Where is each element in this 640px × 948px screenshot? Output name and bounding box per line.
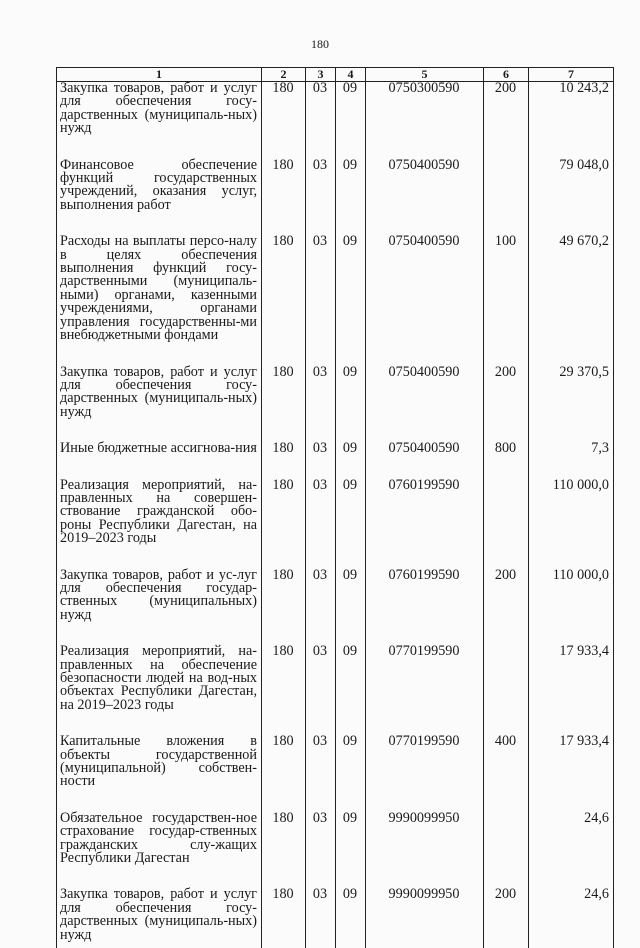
row-pr: 09 xyxy=(336,235,366,365)
row-sum: 17 933,4 xyxy=(529,735,614,812)
header-col-2: 2 xyxy=(262,68,306,82)
row-rz: 03 xyxy=(306,479,336,569)
row-gr: 180 xyxy=(262,442,306,478)
page-number: 180 xyxy=(311,37,329,51)
row-name: Финансовое обеспечение функций государственных учреждений, оказания услуг, выполнения работ xyxy=(57,159,262,236)
row-pr: 09 xyxy=(336,812,366,889)
row-sum: 17 933,4 xyxy=(529,645,614,735)
row-csr: 9990099950 xyxy=(366,888,484,948)
row-vr xyxy=(484,479,529,569)
row-gr: 180 xyxy=(262,888,306,948)
row-vr: 200 xyxy=(484,888,529,948)
header-col-4: 4 xyxy=(336,68,366,82)
row-rz: 03 xyxy=(306,235,336,365)
header-col-6: 6 xyxy=(484,68,529,82)
row-sum: 24,6 xyxy=(529,888,614,948)
row-name: Иные бюджетные ассигнова-ния xyxy=(57,442,262,478)
row-vr: 400 xyxy=(484,735,529,812)
row-name: Реализация мероприятий, на-правленных на совершен-ствование гражданской обо-роны Республики Дагестан, на 2019–2023 годы xyxy=(57,479,262,569)
header-col-7: 7 xyxy=(529,68,614,82)
row-rz: 03 xyxy=(306,442,336,478)
row-csr: 0750300590 xyxy=(366,82,484,159)
row-gr: 180 xyxy=(262,735,306,812)
row-name: Расходы на выплаты персо-налу в целях обеспечения выполнения функций госу-дарственными (муниципаль-ными) органами, казенными учреждениями, органами управления государственны-ми внебюджетными фондами xyxy=(57,235,262,365)
table-row xyxy=(57,479,614,569)
row-pr: 09 xyxy=(336,645,366,735)
row-pr: 09 xyxy=(336,82,366,159)
row-rz: 03 xyxy=(306,82,336,159)
row-vr: 800 xyxy=(484,442,529,478)
row-gr: 180 xyxy=(262,366,306,443)
row-sum: 79 048,0 xyxy=(529,159,614,236)
row-sum: 10 243,2 xyxy=(529,82,614,159)
row-rz: 03 xyxy=(306,159,336,236)
row-csr: 0750400590 xyxy=(366,366,484,443)
table-row xyxy=(57,735,614,812)
row-vr xyxy=(484,645,529,735)
row-gr: 180 xyxy=(262,645,306,735)
header-col-5: 5 xyxy=(366,68,484,82)
row-rz: 03 xyxy=(306,366,336,443)
row-gr: 180 xyxy=(262,479,306,569)
row-sum: 7,3 xyxy=(529,442,614,478)
row-vr: 200 xyxy=(484,569,529,646)
row-pr: 09 xyxy=(336,888,366,948)
row-csr: 0750400590 xyxy=(366,235,484,365)
table-row xyxy=(57,366,614,443)
header-col-1: 1 xyxy=(57,68,262,82)
row-gr: 180 xyxy=(262,812,306,889)
row-csr: 0770199590 xyxy=(366,735,484,812)
header-col-3: 3 xyxy=(306,68,336,82)
row-name: Закупка товаров, работ и услуг для обеспечения госу-дарственных (муниципаль-ных) нужд xyxy=(57,366,262,443)
budget-table xyxy=(56,67,614,948)
row-rz: 03 xyxy=(306,888,336,948)
row-gr: 180 xyxy=(262,569,306,646)
table-row xyxy=(57,159,614,236)
row-name: Обязательное государствен-ное страхование государ-ственных гражданских слу-жащих Республики Дагестан xyxy=(57,812,262,889)
row-sum: 49 670,2 xyxy=(529,235,614,365)
row-pr: 09 xyxy=(336,442,366,478)
table-row xyxy=(57,645,614,735)
row-rz: 03 xyxy=(306,812,336,889)
row-name: Реализация мероприятий, на-правленных на обеспечение безопасности людей на вод-ных объектах Республики Дагестан, на 2019–2023 годы xyxy=(57,645,262,735)
row-name: Закупка товаров, работ и услуг для обеспечения госу-дарственных (муниципаль-ных) нужд xyxy=(57,888,262,948)
row-csr: 0760199590 xyxy=(366,479,484,569)
table-row xyxy=(57,888,614,948)
row-rz: 03 xyxy=(306,569,336,646)
row-rz: 03 xyxy=(306,645,336,735)
row-pr: 09 xyxy=(336,366,366,443)
row-name: Закупка товаров, работ и услуг для обеспечения госу-дарственных (муниципаль-ных) нужд xyxy=(57,82,262,159)
row-sum: 29 370,5 xyxy=(529,366,614,443)
row-vr: 200 xyxy=(484,366,529,443)
table-row xyxy=(57,442,614,478)
table-row xyxy=(57,235,614,365)
row-pr: 09 xyxy=(336,569,366,646)
row-gr: 180 xyxy=(262,82,306,159)
row-csr: 0760199590 xyxy=(366,569,484,646)
row-pr: 09 xyxy=(336,159,366,236)
row-sum: 110 000,0 xyxy=(529,569,614,646)
row-vr xyxy=(484,159,529,236)
row-rz: 03 xyxy=(306,735,336,812)
row-csr: 0750400590 xyxy=(366,442,484,478)
row-csr: 0750400590 xyxy=(366,159,484,236)
row-gr: 180 xyxy=(262,159,306,236)
row-vr: 100 xyxy=(484,235,529,365)
row-vr: 200 xyxy=(484,82,529,159)
row-pr: 09 xyxy=(336,479,366,569)
table-row xyxy=(57,569,614,646)
row-name: Закупка товаров, работ и ус-луг для обеспечения государ-ственных (муниципальных) нужд xyxy=(57,569,262,646)
row-vr xyxy=(484,812,529,889)
row-sum: 110 000,0 xyxy=(529,479,614,569)
row-name: Капитальные вложения в объекты государственной (муниципальной) собствен-ности xyxy=(57,735,262,812)
table-row xyxy=(57,82,614,159)
row-csr: 0770199590 xyxy=(366,645,484,735)
table-row xyxy=(57,812,614,889)
row-sum: 24,6 xyxy=(529,812,614,889)
row-pr: 09 xyxy=(336,735,366,812)
row-csr: 9990099950 xyxy=(366,812,484,889)
row-gr: 180 xyxy=(262,235,306,365)
